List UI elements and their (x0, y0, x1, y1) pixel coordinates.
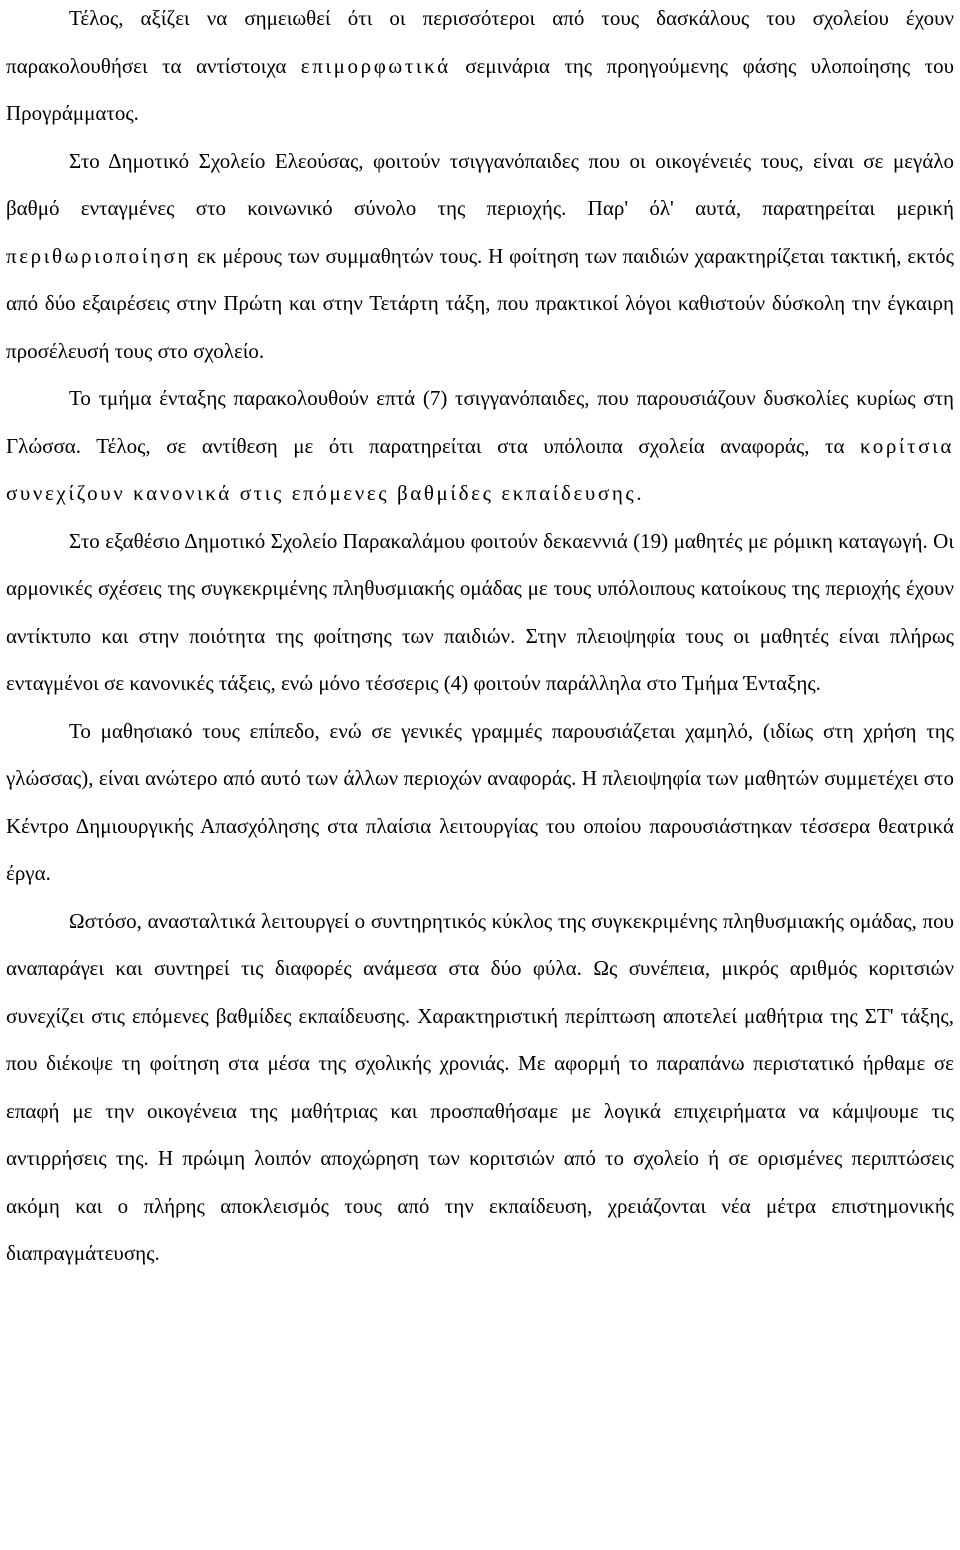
text-segment: εκ μέρους των συμμαθητών τους. Η φοίτηση των παιδιών χαρακτηρίζεται τακτική, εκτός από δύο εξαιρέσεις στην Πρώτη και στην Τετάρτη τάξη, που πρακτικοί λόγοι καθιστούν δύσκολη την έγκαιρη προσέλευσή τους στο σχολείο. (6, 243, 954, 363)
paragraph-2 (6, 138, 954, 376)
text-segment: Ωστόσο, ανασταλτικά λειτουργεί ο συντηρητικός κύκλος της συγκεκριμένης πληθυσμιακής ομάδας, που αναπαράγει και συντηρεί τις διαφορές ανάμεσα στα δύο φύλα. Ως συνέπεια, μικρός αριθμός κοριτσιών συνεχίζει στις επόμενες βαθμίδες εκπαίδευσης. Χαρακτηριστική περίπτωση αποτελεί μαθήτρια της ΣΤ' τάξης, που διέκοψε τη φοίτηση στα μέσα της σχολικής χρονιάς. Με αφορμή το παραπάνω περιστατικό ήρθαμε σε επαφή με την οικογένεια της μαθήτριας και προσπαθήσαμε με λογικά επιχειρήματα να κάμψουμε τις αντιρρήσεις της. Η πρώιμη λοιπόν αποχώρηση των κοριτσιών από το σχολείο ή σε ορισμένες περιπτώσεις ακόμη και ο πλήρης αποκλεισμός τους από την εκπαίδευση, χρειάζονται νέα μέτρα επιστημονικής διαπραγμάτευσης. (6, 908, 954, 1265)
text-segment: σεμινάρια της προηγούμενης φάσης υλοποίησης του Προγράμματος. (6, 53, 954, 125)
spaced-emphasis-text: περιθωριοποίηση (6, 243, 192, 268)
text-segment: Στο εξαθέσιο Δημοτικό Σχολείο Παρακαλάμου φοιτούν δεκαεννιά (19) μαθητές με ρόμικη καταγωγή. Οι αρμονικές σχέσεις της συγκεκριμένης πληθυσμιακής ομάδας με τους υπόλοιπους κατοίκους της περιοχής έχουν αντίκτυπο και στην ποιότητα της φοίτησης των παιδιών. Στην πλειοψηφία τους οι μαθητές είναι πλήρως ενταγμένοι σε κανονικές τάξεις, ενώ μόνο τέσσερις (4) φοιτούν παράλληλα στο Τμήμα Ένταξης. (6, 528, 954, 695)
text-segment: Το τμήμα ένταξης παρακολουθούν επτά (7) τσιγγανόπαιδες, που παρουσιάζουν δυσκολίες κυρίως στη Γλώσσα. Τέλος, σε αντίθεση με ότι παρατηρείται στα υπόλοιπα σχολεία αναφοράς, τα (6, 386, 954, 458)
spaced-emphasis-text: επιμορφωτικά (300, 53, 451, 78)
paragraph-4 (6, 518, 954, 708)
text-segment: Το μαθησιακό τους επίπεδο, ενώ σε γενικές γραμμές παρουσιάζεται χαμηλό, (ιδίως στη χρήση της γλώσσας), είναι ανώτερο από αυτό των άλλων περιοχών αναφοράς. Η πλειοψηφία των μαθητών συμμετέχει στο Κέντρο Δημιουργικής Απασχόλησης στα πλαίσια λειτουργίας του οποίου παρουσιάστηκαν τέσσερα θεατρικά έργα. (6, 718, 954, 885)
paragraph-6 (6, 898, 954, 1278)
text-segment: Στο Δημοτικό Σχολείο Ελεούσας, φοιτούν τσιγγανόπαιδες που οι οικογένειές τους, είναι σε μεγάλο βαθμό ενταγμένες στο κοινωνικό σύνολο της περιοχής. Παρ' όλ' αυτά, παρατηρείται μερική (6, 148, 954, 220)
paragraph-1 (6, 0, 954, 138)
spaced-emphasis-text: κορίτσια συνεχίζουν κανονικά στις επόμενες βαθμίδες εκπαίδευσης. (6, 433, 954, 505)
text-segment: Τέλος, αξίζει να σημειωθεί ότι οι περισσότεροι από τους δασκάλους του σχολείου έχουν παρακολουθήσει τα αντίστοιχα (6, 6, 954, 78)
paragraph-3 (6, 375, 954, 518)
paragraph-5 (6, 708, 954, 898)
